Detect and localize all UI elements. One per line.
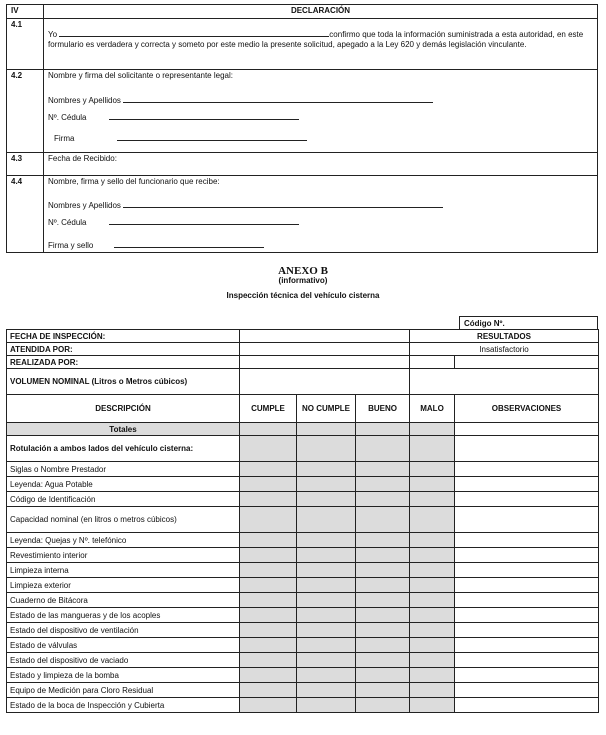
row-cell[interactable]	[240, 683, 297, 698]
row-cell[interactable]	[240, 492, 297, 507]
row-description: Equipo de Medición para Cloro Residual	[7, 683, 240, 698]
declaration-statement	[48, 28, 593, 50]
row-description: Leyenda: Agua Potable	[7, 477, 240, 492]
row-cell[interactable]	[297, 533, 356, 548]
applicant-id-line[interactable]	[109, 111, 299, 120]
row-description: Estado del dispositivo de vaciado	[7, 653, 240, 668]
row-cell[interactable]	[356, 533, 410, 548]
row-description: Estado del dispositivo de ventilación	[7, 623, 240, 638]
row-description: Limpieza exterior	[7, 578, 240, 593]
fecha-value[interactable]	[240, 330, 410, 343]
row-cell[interactable]	[240, 608, 297, 623]
applicant-name-row	[48, 94, 593, 105]
row-cell[interactable]	[455, 492, 599, 507]
row-description: Rotulación a ambos lados del vehículo cisterna:	[7, 436, 240, 462]
row-description: Leyenda: Quejas y Nº. telefónico	[7, 533, 240, 548]
item-4-2	[7, 70, 598, 153]
name-label: Nombres y Apellidos	[48, 96, 121, 105]
row-cell[interactable]	[455, 462, 599, 477]
item-number: 4.1	[7, 19, 44, 70]
table-row	[7, 608, 599, 623]
row-cell[interactable]	[356, 608, 410, 623]
row-cell[interactable]	[240, 593, 297, 608]
totales-label: Totales	[7, 423, 240, 436]
item-4-4	[7, 176, 598, 253]
row-cell[interactable]	[356, 548, 410, 563]
table-row	[7, 436, 599, 462]
row-cell[interactable]	[356, 653, 410, 668]
row-description: Código de Identificación	[7, 492, 240, 507]
applicant-sign-row	[48, 132, 593, 143]
resultados-label: RESULTADOS	[410, 330, 599, 343]
item-4-1	[7, 19, 598, 70]
row-cell[interactable]	[455, 623, 599, 638]
row-cell[interactable]	[356, 462, 410, 477]
row-cell[interactable]	[297, 492, 356, 507]
declaration-text: confirmo que toda la información suministrada a esta autoridad, en este formulario es verdadera y correcta y someto por este medio la presente solicitud, apegado a la Ley 620 y demás legislación vinculante.	[48, 30, 584, 49]
row-cell[interactable]	[240, 563, 297, 578]
row-cell[interactable]	[240, 462, 297, 477]
row-description: Capacidad nominal (en litros o metros cúbicos)	[7, 507, 240, 533]
item-4-1-content	[44, 19, 598, 70]
annex-title: ANEXO B	[278, 265, 328, 277]
row-cell[interactable]	[455, 593, 599, 608]
row-cell[interactable]	[240, 548, 297, 563]
row-cell[interactable]	[410, 462, 455, 477]
row-cell[interactable]	[455, 436, 599, 462]
row-cell[interactable]	[410, 477, 455, 492]
row-cell[interactable]	[410, 653, 455, 668]
row-cell[interactable]	[455, 698, 599, 713]
row-cell[interactable]	[356, 578, 410, 593]
row-cell[interactable]	[356, 436, 410, 462]
row-cell[interactable]	[455, 548, 599, 563]
fecha-row	[7, 330, 599, 343]
applicant-sign-line[interactable]	[117, 132, 307, 141]
col-no-cumple: NO CUMPLE	[297, 395, 356, 423]
row-cell[interactable]	[297, 593, 356, 608]
row-cell[interactable]	[410, 593, 455, 608]
sign-label: Firma	[54, 134, 75, 143]
totales-cell	[455, 423, 599, 436]
applicant-heading: Nombre y firma del solicitante o representante legal:	[48, 71, 233, 80]
row-cell[interactable]	[240, 623, 297, 638]
row-cell[interactable]	[410, 507, 455, 533]
table-row	[7, 507, 599, 533]
totales-cell	[410, 423, 455, 436]
volumen-value[interactable]	[240, 369, 410, 395]
table-row	[7, 593, 599, 608]
declaration-header	[7, 5, 598, 19]
row-cell[interactable]	[410, 436, 455, 462]
applicant-id-row	[48, 111, 593, 122]
atendida-label: ATENDIDA POR:	[7, 343, 240, 356]
sign-label: Firma y sello	[48, 241, 94, 250]
row-cell[interactable]	[410, 638, 455, 653]
volumen-blank	[410, 369, 599, 395]
row-cell[interactable]	[455, 477, 599, 492]
col-cumple: CUMPLE	[240, 395, 297, 423]
row-cell[interactable]	[356, 698, 410, 713]
table-row	[7, 698, 599, 713]
row-cell[interactable]	[455, 608, 599, 623]
declaration-table	[6, 4, 598, 253]
row-cell[interactable]	[356, 593, 410, 608]
row-cell[interactable]	[297, 507, 356, 533]
row-description: Siglas o Nombre Prestador	[7, 462, 240, 477]
row-cell[interactable]	[455, 507, 599, 533]
insatisfactorio-label: Insatisfactorio	[410, 343, 599, 356]
row-cell[interactable]	[455, 578, 599, 593]
row-cell[interactable]	[297, 436, 356, 462]
totales-cell	[240, 423, 297, 436]
table-row	[7, 638, 599, 653]
row-cell[interactable]	[410, 698, 455, 713]
row-cell[interactable]	[240, 668, 297, 683]
official-id-row	[48, 216, 593, 227]
row-cell[interactable]	[410, 623, 455, 638]
row-cell[interactable]	[356, 507, 410, 533]
row-cell[interactable]	[410, 683, 455, 698]
row-cell[interactable]	[297, 623, 356, 638]
row-cell[interactable]	[297, 608, 356, 623]
row-cell[interactable]	[356, 492, 410, 507]
item-number: 4.4	[7, 176, 44, 253]
inspection-table	[6, 329, 599, 713]
table-row	[7, 683, 599, 698]
col-malo: MALO	[410, 395, 455, 423]
table-row	[7, 653, 599, 668]
volumen-row	[7, 369, 599, 395]
row-cell[interactable]	[356, 563, 410, 578]
row-cell[interactable]	[410, 578, 455, 593]
section-number: IV	[7, 5, 44, 19]
row-cell[interactable]	[455, 653, 599, 668]
col-observaciones: OBSERVACIONES	[455, 395, 599, 423]
row-description: Limpieza interna	[7, 563, 240, 578]
row-description: Revestimiento interior	[7, 548, 240, 563]
row-cell[interactable]	[297, 548, 356, 563]
received-date-label: Fecha de Recibido:	[44, 153, 598, 176]
row-cell[interactable]	[410, 548, 455, 563]
realizada-row	[7, 356, 599, 369]
result-cell[interactable]	[410, 356, 455, 369]
annex-heading: Inspección técnica del vehículo cisterna	[226, 291, 380, 300]
row-cell[interactable]	[455, 533, 599, 548]
table-row	[7, 533, 599, 548]
row-cell[interactable]	[455, 668, 599, 683]
row-cell[interactable]	[240, 653, 297, 668]
row-cell[interactable]	[297, 653, 356, 668]
row-cell[interactable]	[410, 563, 455, 578]
row-description: Estado de válvulas	[7, 638, 240, 653]
row-cell[interactable]	[240, 533, 297, 548]
row-cell[interactable]	[240, 477, 297, 492]
table-row	[7, 668, 599, 683]
row-cell[interactable]	[410, 608, 455, 623]
result-cell[interactable]	[455, 356, 599, 369]
realizada-label: REALIZADA POR:	[7, 356, 240, 369]
row-cell[interactable]	[297, 563, 356, 578]
table-row	[7, 563, 599, 578]
official-name-row	[48, 199, 593, 210]
atendida-row	[7, 343, 599, 356]
table-row	[7, 477, 599, 492]
code-field[interactable]: Código Nº.	[459, 316, 598, 329]
applicant-name-line[interactable]	[123, 94, 433, 103]
row-cell[interactable]	[240, 436, 297, 462]
id-label: Nº. Cédula	[48, 113, 87, 122]
col-descripcion: DESCRIPCIÓN	[7, 395, 240, 423]
row-cell[interactable]	[297, 638, 356, 653]
row-description: Estado de la boca de Inspección y Cubierta	[7, 698, 240, 713]
row-cell[interactable]	[297, 668, 356, 683]
yo-label: Yo	[48, 30, 58, 39]
row-cell[interactable]	[356, 638, 410, 653]
id-label: Nº. Cédula	[48, 218, 87, 227]
row-description: Estado y limpieza de la bomba	[7, 668, 240, 683]
realizada-value[interactable]	[240, 356, 410, 369]
row-cell[interactable]	[356, 668, 410, 683]
official-sign-line[interactable]	[114, 239, 264, 248]
declarant-name-line[interactable]	[59, 28, 329, 37]
table-row	[7, 462, 599, 477]
row-cell[interactable]	[410, 492, 455, 507]
totales-cell	[297, 423, 356, 436]
official-name-line[interactable]	[123, 199, 443, 208]
fecha-label: FECHA DE INSPECCIÓN:	[7, 330, 240, 343]
column-header-row	[7, 395, 599, 423]
row-description: Estado de las mangueras y de los acoples	[7, 608, 240, 623]
row-cell[interactable]	[240, 507, 297, 533]
official-id-line[interactable]	[109, 216, 299, 225]
name-label: Nombres y Apellidos	[48, 201, 121, 210]
row-cell[interactable]	[356, 477, 410, 492]
row-cell[interactable]	[455, 563, 599, 578]
table-row	[7, 548, 599, 563]
declaration-title: DECLARACIÓN	[44, 5, 598, 19]
totales-cell	[356, 423, 410, 436]
item-4-2-content	[44, 70, 598, 153]
table-row	[7, 623, 599, 638]
volumen-label: VOLUMEN NOMINAL (Litros o Metros cúbicos)	[7, 369, 240, 395]
row-cell[interactable]	[455, 638, 599, 653]
row-cell[interactable]	[240, 698, 297, 713]
row-cell[interactable]	[410, 668, 455, 683]
row-cell[interactable]	[297, 698, 356, 713]
item-4-4-content	[44, 176, 598, 253]
item-number: 4.2	[7, 70, 44, 153]
row-cell[interactable]	[455, 683, 599, 698]
row-cell[interactable]	[356, 623, 410, 638]
item-4-3	[7, 153, 598, 176]
table-row	[7, 492, 599, 507]
row-cell[interactable]	[297, 683, 356, 698]
row-cell[interactable]	[240, 638, 297, 653]
row-cell[interactable]	[410, 533, 455, 548]
annex-subtitle: (informativo)	[278, 276, 328, 285]
col-bueno: BUENO	[356, 395, 410, 423]
row-cell[interactable]	[297, 477, 356, 492]
item-number: 4.3	[7, 153, 44, 176]
atendida-value[interactable]	[240, 343, 410, 356]
totales-row	[7, 423, 599, 436]
official-heading: Nombre, firma y sello del funcionario que recibe:	[48, 177, 220, 186]
row-cell[interactable]	[240, 578, 297, 593]
row-description: Cuaderno de Bitácora	[7, 593, 240, 608]
official-sign-row	[48, 239, 593, 250]
row-cell[interactable]	[297, 462, 356, 477]
table-row	[7, 578, 599, 593]
row-cell[interactable]	[356, 683, 410, 698]
row-cell[interactable]	[297, 578, 356, 593]
